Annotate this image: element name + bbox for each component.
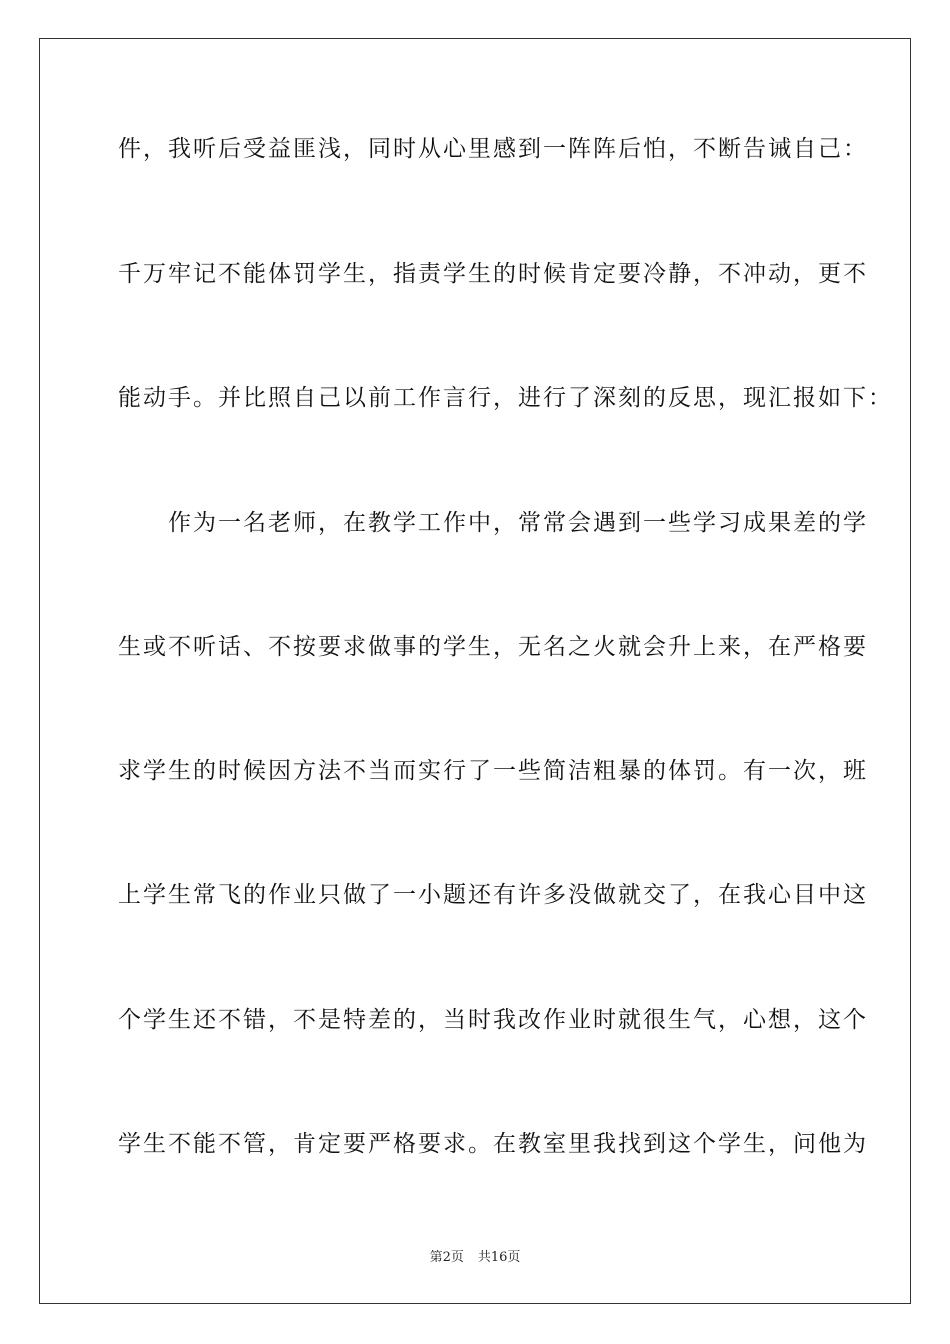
- text-line: 能动手。并比照自己以前工作言行，进行了深刻的反思，现汇报如下：: [118, 385, 893, 411]
- page-border: [39, 38, 911, 1304]
- text-line: 个学生还不错，不是特差的，当时我改作业时就很生气，心想，这个: [118, 1007, 868, 1033]
- text-line: 上学生常飞的作业只做了一小题还有许多没做就交了，在我心目中这: [118, 882, 868, 908]
- page-total: 共16页: [477, 1250, 521, 1265]
- page-number: 第2页: [429, 1250, 464, 1265]
- paragraph-start-line: 作为一名老师，在教学工作中，常常会遇到一些学习成果差的学: [118, 510, 868, 536]
- text-line: 千万牢记不能体罚学生，指责学生的时候肯定要冷静，不冲动，更不: [118, 261, 868, 287]
- text-line: 生或不听话、不按要求做事的学生，无名之火就会升上来，在严格要: [118, 634, 868, 660]
- page-footer: [0, 1250, 950, 1266]
- text-line: 求学生的时候因方法不当而实行了一些简洁粗暴的体罚。有一次，班: [118, 758, 868, 784]
- text-line: 学生不能不管，肯定要严格要求。在教室里我找到这个学生，问他为: [118, 1131, 868, 1157]
- text-line: 件，我听后受益匪浅，同时从心里感到一阵阵后怕，不断告诫自己：: [118, 136, 868, 162]
